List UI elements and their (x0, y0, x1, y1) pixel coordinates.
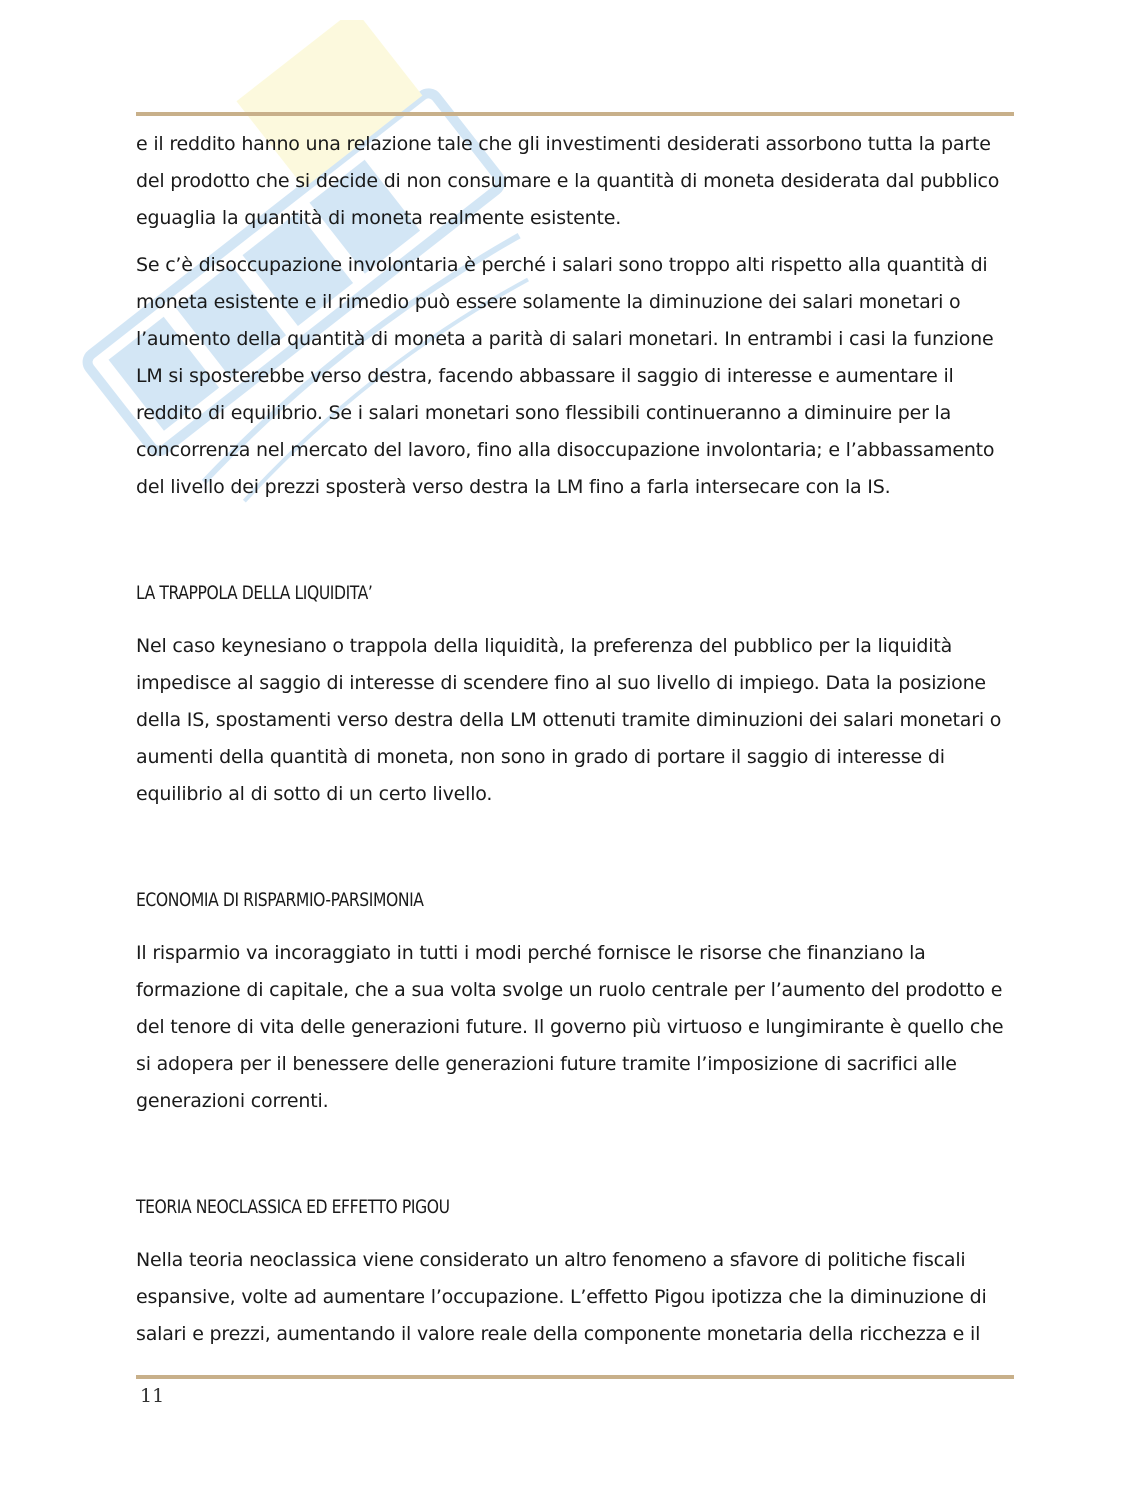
page-content (136, 126, 1016, 1353)
page-number: 11 (140, 1385, 165, 1407)
header-rule (136, 112, 1014, 116)
heading-trappola-liquidita: LA TRAPPOLA DELLA LIQUIDITA’ (136, 582, 373, 604)
paragraph-teoria-neoclassica: Nella teoria neoclassica viene considerato un altro fenomeno a sfavore di politiche fiscali espansive, volte ad aumentare l’occupazione. L’effetto Pigou ipotizza che la diminuzione di salari e prezzi, aumentando il valore reale della componente monetaria della ricchezza e il (136, 1249, 987, 1345)
paragraph-disoccupazione: Se c’è disoccupazione involontaria è perché i salari sono troppo alti rispetto alla quantità di moneta esistente e il rimedio può essere solamente la diminuzione dei salari monetari o l’aumento della quantità di moneta a parità di salari monetari. In entrambi i casi la funzione LM si sposterebbe verso destra, facendo abbassare il saggio di interesse e aumentare il reddito di equilibrio. Se i salari monetari sono flessibili continueranno a diminuire per la concorrenza nel mercato del lavoro, fino alla disoccupazione involontaria; e l’abbassamento del livello dei prezzi sposterà verso destra la LM fino a farla intersecare con la IS. (136, 254, 995, 498)
paragraph-economia-risparmio: Il risparmio va incoraggiato in tutti i modi perché fornisce le risorse che finanziano la formazione di capitale, che a sua volta svolge un ruolo centrale per l’aumento del prodotto e del tenore di vita delle generazioni future. Il governo più virtuoso e lungimirante è quello che si adopera per il benessere delle generazioni future tramite l’imposizione di sacrifici alle generazioni correnti. (136, 942, 1004, 1112)
paragraph-trappola-liquidita: Nel caso keynesiano o trappola della liquidità, la preferenza del pubblico per la liquidità impedisce al saggio di interesse di scendere fino al suo livello di impiego. Data la posizione della IS, spostamenti verso destra della LM ottenuti tramite diminuzioni dei salari monetari o aumenti della quantità di moneta, non sono in grado di portare il saggio di interesse di equilibrio al di sotto di un certo livello. (136, 635, 1002, 805)
paragraph-intro: e il reddito hanno una relazione tale che gli investimenti desiderati assorbono tutta la parte del prodotto che si decide di non consumare e la quantità di moneta desiderata dal pubblico eguaglia la quantità di moneta realmente esistente. (136, 133, 1000, 229)
footer-rule (136, 1375, 1014, 1379)
heading-economia-risparmio: ECONOMIA DI RISPARMIO-PARSIMONIA (136, 889, 424, 911)
heading-teoria-neoclassica: TEORIA NEOCLASSICA ED EFFETTO PIGOU (136, 1196, 450, 1218)
